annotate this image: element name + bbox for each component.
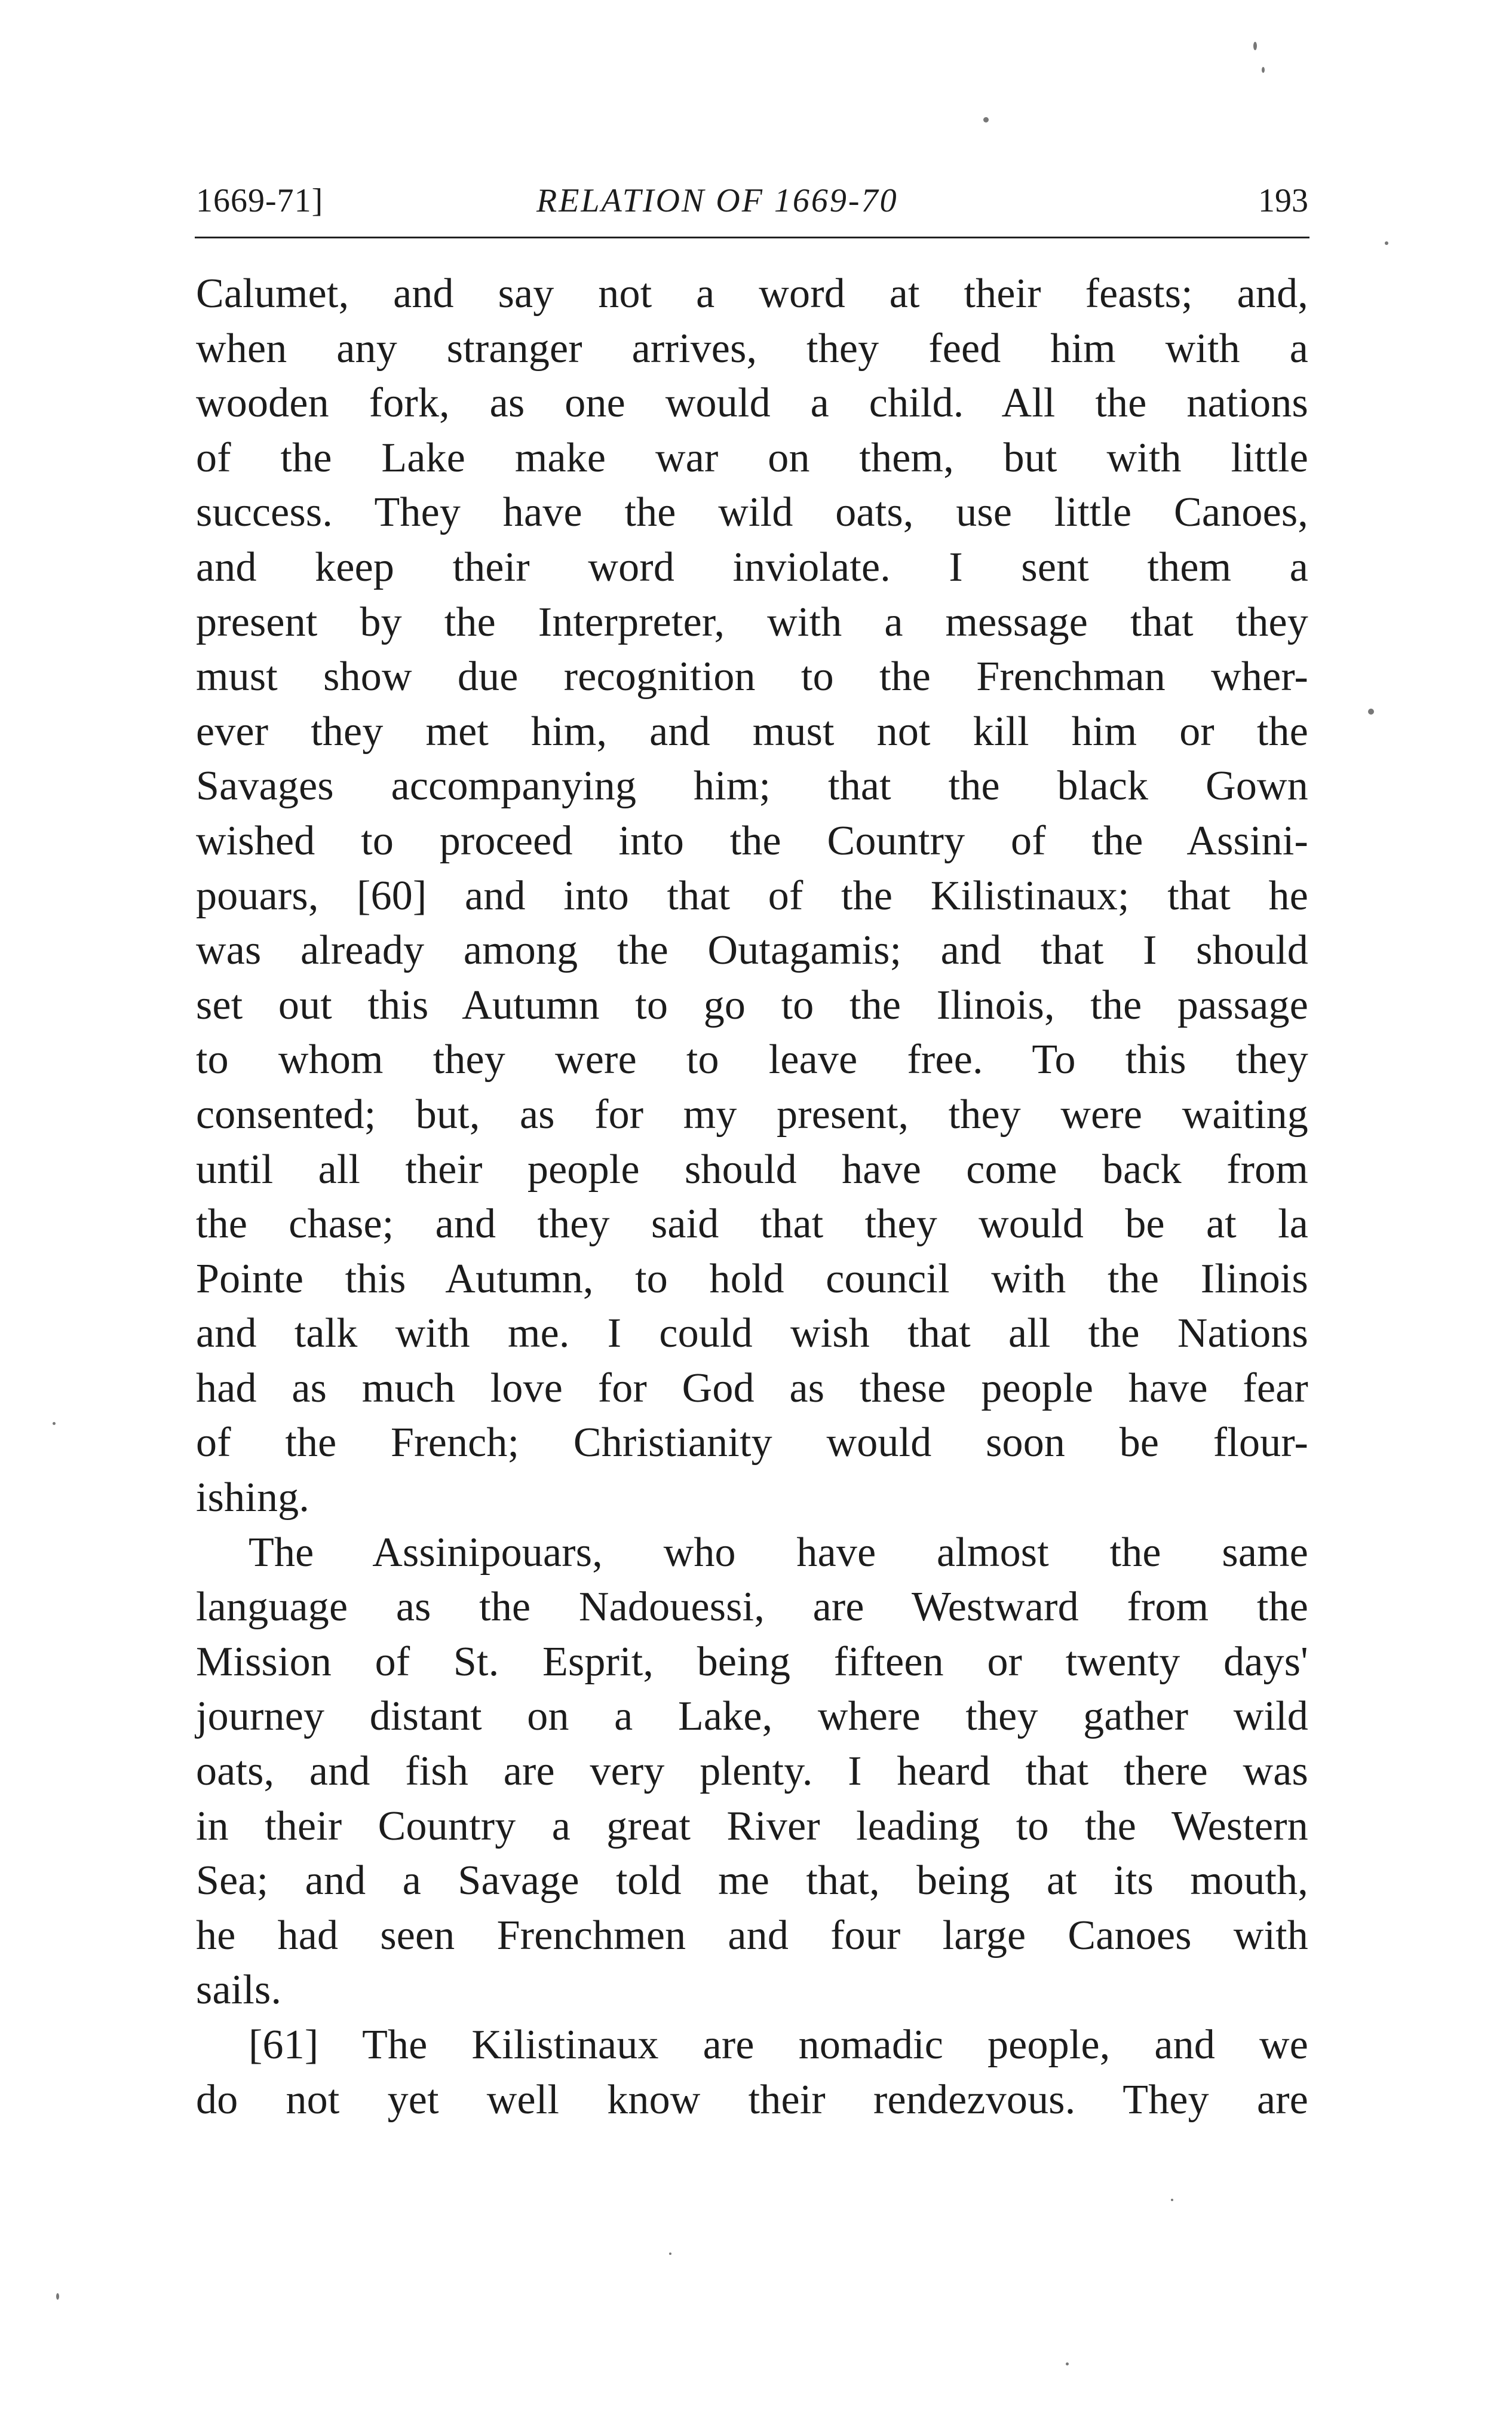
text-line: Sea; and a Savage told me that, being at its mouth, <box>196 1858 1308 1904</box>
text-line: consented; but, as for my present, they were waiting <box>196 1091 1308 1138</box>
text-line: he had seen Frenchmen and four large Canoes with <box>196 1912 1308 1959</box>
text-line: oats, and fish are very plenty. I heard that there was <box>196 1748 1308 1795</box>
text-line: success. They have the wild oats, use little Canoes, <box>196 489 1308 536</box>
text-line: when any stranger arrives, they feed him with a <box>196 325 1308 372</box>
text-line: Savages accompanying him; that the black Gown <box>196 763 1308 810</box>
text-line: Calumet, and say not a word at their feasts; and, <box>196 271 1308 317</box>
text-line: must show due recognition to the Frenchman wher- <box>196 654 1308 700</box>
text-line: of the Lake make war on them, but with little <box>196 434 1308 481</box>
text-line: in their Country a great River leading to the Western <box>196 1803 1308 1849</box>
text-line: and keep their word inviolate. I sent them a <box>196 544 1308 590</box>
text-line: journey distant on a Lake, where they gather wild <box>196 1693 1308 1740</box>
scan-speck <box>1262 67 1265 73</box>
scan-speck <box>669 2253 671 2255</box>
scan-speck <box>1253 42 1257 50</box>
text-line: Mission of St. Esprit, being fifteen or twenty days' <box>196 1638 1308 1685</box>
scan-speck <box>56 2293 59 2300</box>
text-line: ishing. <box>196 1475 310 1521</box>
scan-speck <box>1385 241 1388 245</box>
header-rule <box>195 237 1309 238</box>
scan-speck <box>1171 2199 1173 2201</box>
text-line: wooden fork, as one would a child. All the nations <box>196 380 1308 427</box>
scan-speck <box>1368 709 1374 715</box>
text-line: language as the Nadouessi, are Westward from the <box>196 1584 1308 1631</box>
header-years: 1669-71] <box>196 182 324 219</box>
text-line: pouars, [60] and into that of the Kilistinaux; that he <box>196 872 1308 919</box>
text-line: set out this Autumn to go to the Ilinois, the passage <box>196 982 1308 1028</box>
text-line: was already among the Outagamis; and that I should <box>196 927 1308 974</box>
scan-speck <box>983 117 989 122</box>
text-line: Pointe this Autumn, to hold council with the Ilinois <box>196 1255 1308 1302</box>
text-line: present by the Interpreter, with a message that they <box>196 599 1308 645</box>
body-text <box>196 266 1308 2127</box>
text-line: to whom they were to leave free. To this they <box>196 1037 1308 1083</box>
paragraph-start-line: The Assinipouars, who have almost the same <box>249 1529 1308 1576</box>
text-line: until all their people should have come back from <box>196 1146 1308 1193</box>
scan-speck <box>53 1422 56 1425</box>
header-title: RELATION OF 1669-70 <box>536 182 898 219</box>
page-number: 193 <box>1258 182 1308 219</box>
text-line: the chase; and they said that they would be at la <box>196 1201 1308 1248</box>
paragraph-start-line: [61] The Kilistinaux are nomadic people, and we <box>249 2022 1308 2068</box>
text-line: sails. <box>196 1967 282 2014</box>
text-line: had as much love for God as these people have fear <box>196 1365 1308 1411</box>
text-line: of the French; Christianity would soon be flour- <box>196 1420 1308 1466</box>
text-line: and talk with me. I could wish that all the Nations <box>196 1310 1308 1357</box>
running-head <box>196 177 1308 225</box>
text-line: ever they met him, and must not kill him or the <box>196 708 1308 755</box>
text-line: do not yet well know their rendezvous. They are <box>196 2076 1308 2123</box>
scan-speck <box>1066 2362 1069 2365</box>
text-line: wished to proceed into the Country of the Assini- <box>196 817 1308 864</box>
